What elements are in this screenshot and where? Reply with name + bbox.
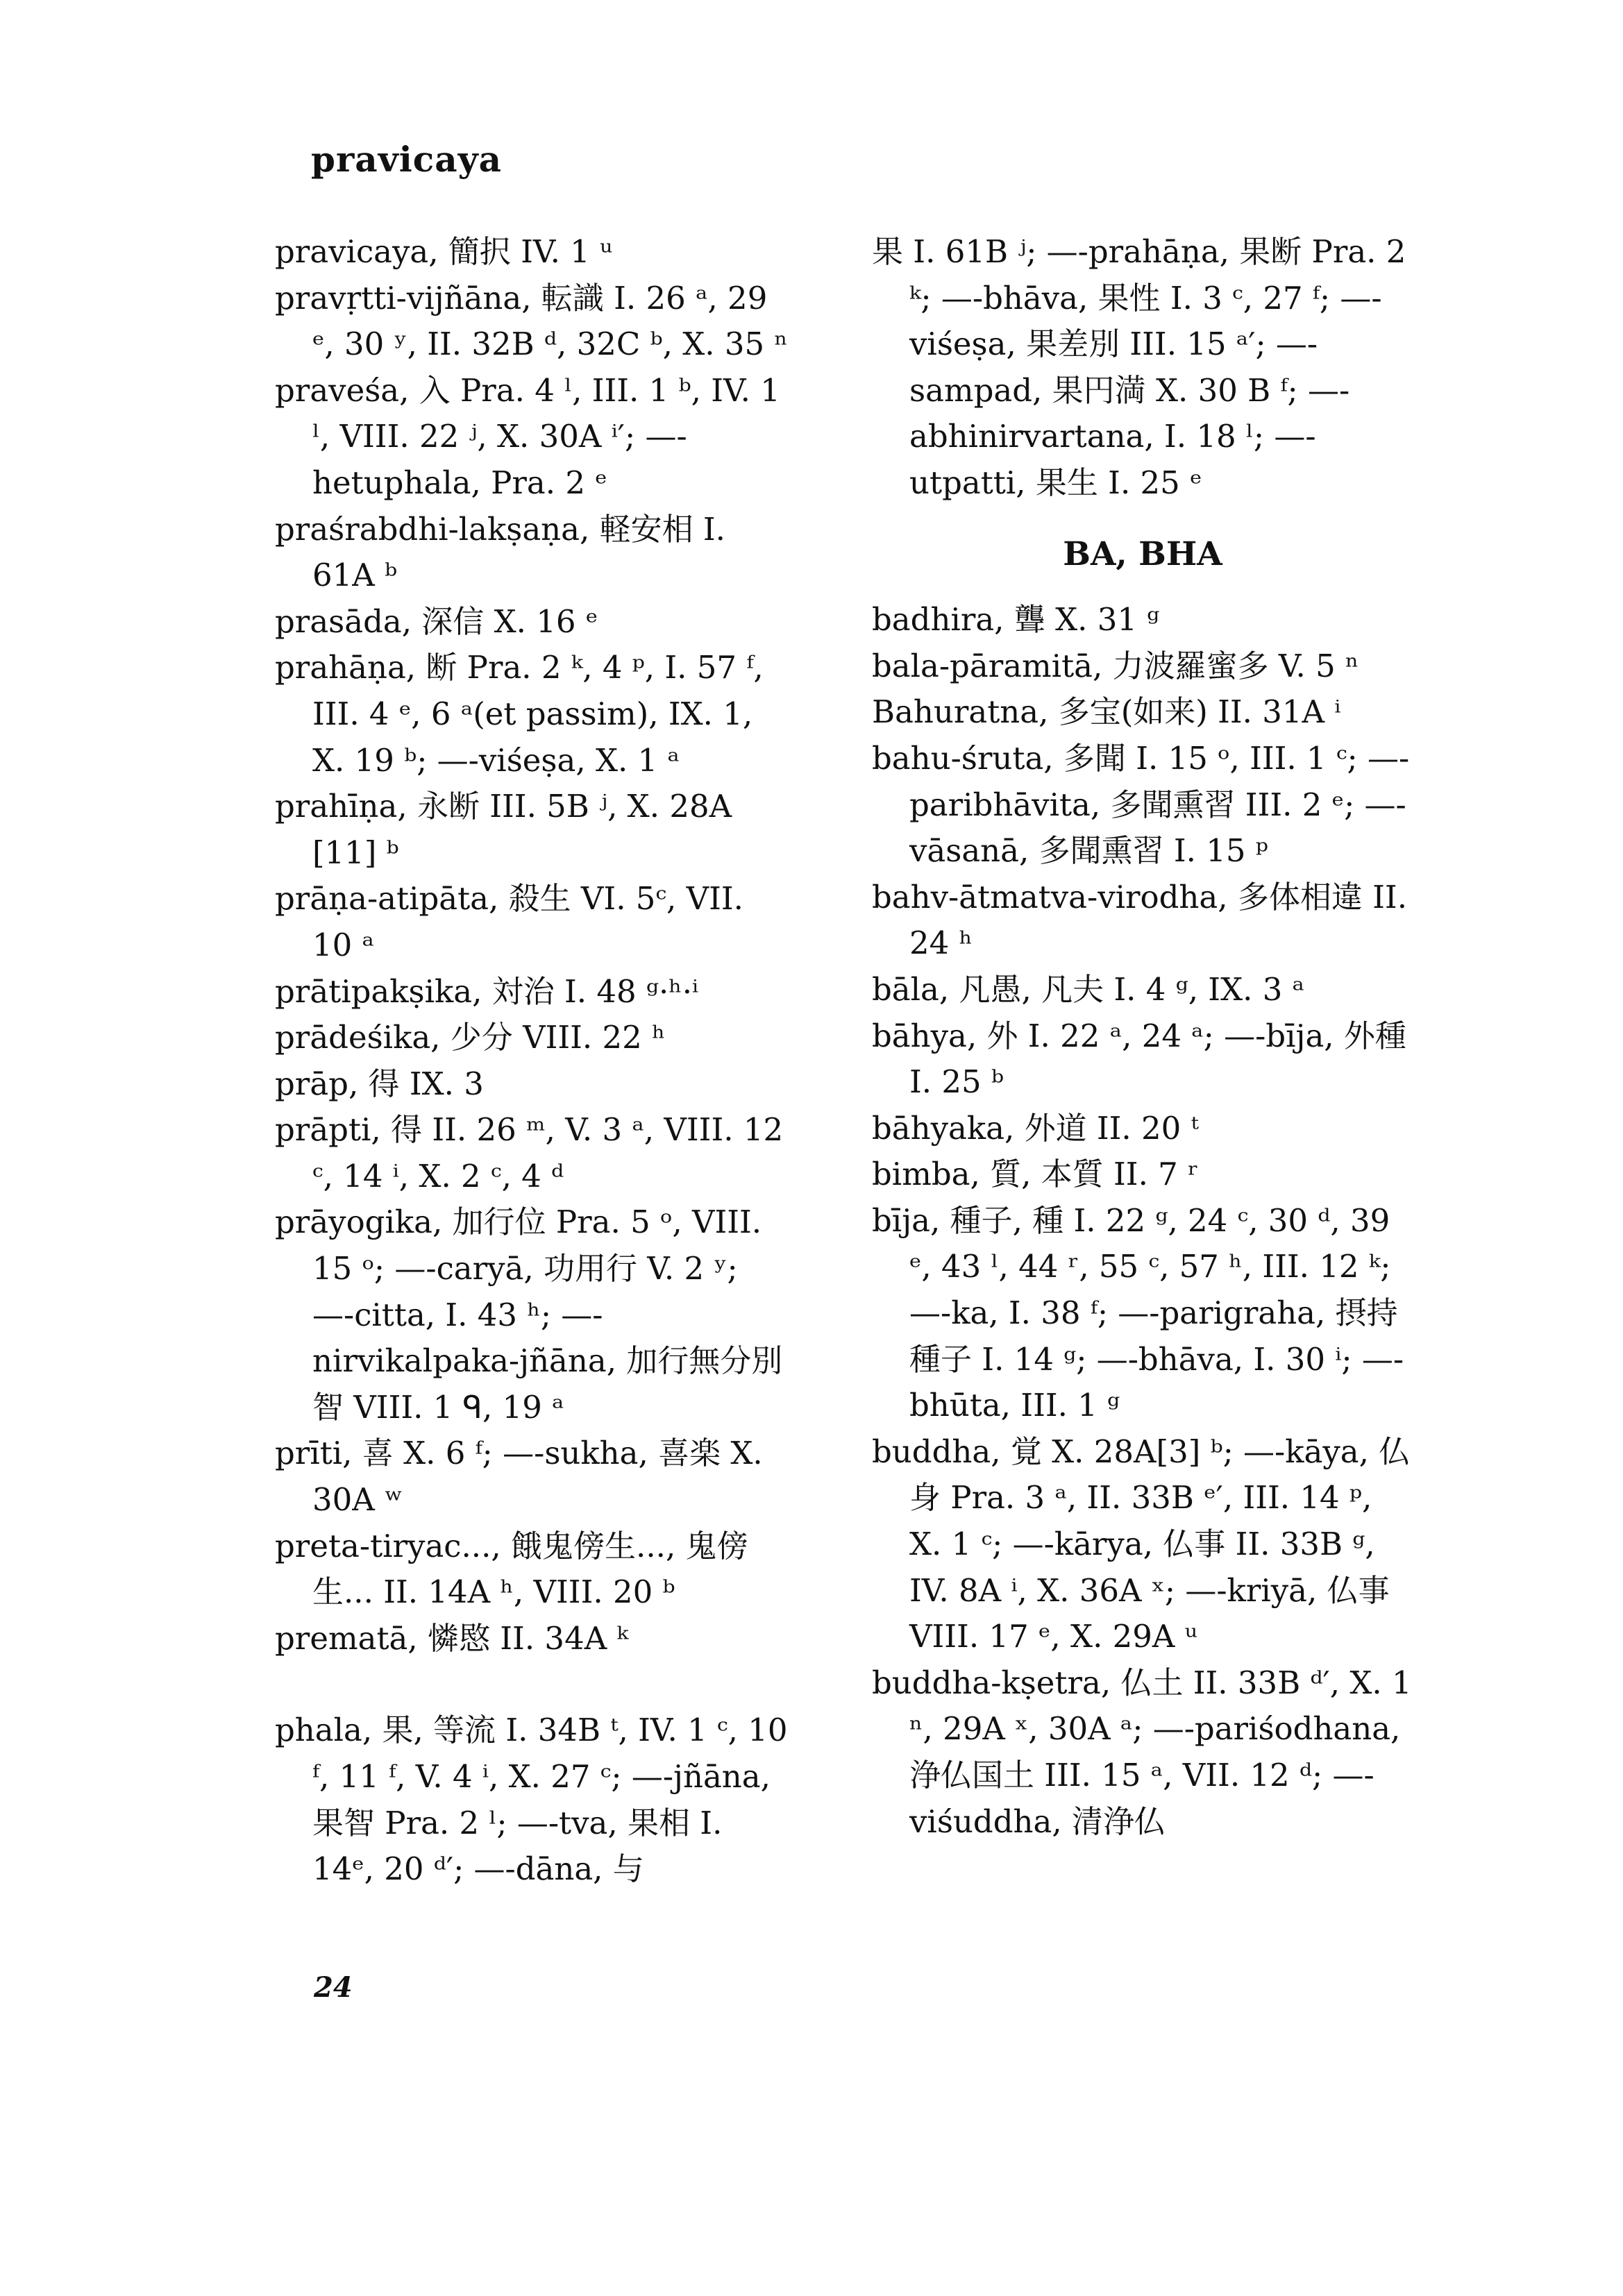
index-entry: pravṛtti-vijñāna, 転識 I. 26 ᵃ, 29 ᵉ, 30 ʸ, II. 32B ᵈ, 32C ᵇ, X. 35 ⁿ <box>275 279 788 363</box>
right-column <box>872 229 1413 1845</box>
index-entry: bala-pāramitā, 力波羅蜜多 V. 5 ⁿ <box>872 647 1359 684</box>
index-entry: prāpti, 得 II. 26 ᵐ, V. 3 ᵃ, VIII. 12 ᶜ, 14 ⁱ, X. 2 ᶜ, 4 ᵈ <box>275 1111 784 1195</box>
index-entry: prahīṇa, 永断 III. 5B ʲ, X. 28A [11] ᵇ <box>275 788 732 871</box>
index-entry: bimba, 質, 本質 II. 7 ʳ <box>872 1156 1199 1193</box>
page-header-headword: pravicaya <box>311 139 503 180</box>
section-heading: BA, BHA <box>1063 534 1222 573</box>
index-entry: praveśa, 入 Pra. 4 ˡ, III. 1 ᵇ, IV. 1 ˡ, VIII. 22 ʲ, X. 30A ⁱ′; —-hetuphala, Pra. 2 ᵉ <box>275 371 780 501</box>
index-entry: bīja, 種子, 種 I. 22 ᵍ, 24 ᶜ, 30 ᵈ, 39 ᵉ, 43 ˡ, 44 ʳ, 55 ᶜ, 57 ʰ, III. 12 ᵏ; —-ka, I. 38 ᶠ; —-parigraha, 摂持種子 I. 14 ᵍ; —-bhāva, I. 30 ⁱ; —-bhūta, III. 1 ᵍ <box>872 1201 1404 1424</box>
index-entry: 果 I. 61B ʲ; —-prahāṇa, 果断 Pra. 2 ᵏ; —-bhāva, 果性 I. 3 ᶜ, 27 ᶠ; —-viśeṣa, 果差別 III. 15 ᵃ′; —-sampad, 果円満 X. 30 B ᶠ; —-abhinirvartana, I. 18 ˡ; —-utpatti, 果生 I. 25 ᵉ <box>872 233 1406 501</box>
index-entry: buddha-kṣetra, 仏土 II. 33B ᵈ′, X. 1 ⁿ, 29A ˣ, 30A ᵃ; —-pariśodhana, 浄仏国土 III. 15 ᵃ, VII. 12 ᵈ; —-viśuddha, 清浄仏 <box>872 1664 1412 1840</box>
index-entry: bāhyaka, 外道 II. 20 ᵗ <box>872 1109 1199 1147</box>
index-entry: preta-tiryac..., 餓鬼傍生..., 鬼傍生... II. 14A ʰ, VIII. 20 ᵇ <box>275 1527 748 1611</box>
index-entry: praśrabdhi-lakṣaṇa, 軽安相 I. 61A ᵇ <box>275 510 725 594</box>
index-entry: badhira, 聾 X. 31 ᵍ <box>872 601 1160 639</box>
index-entry: prādeśika, 少分 VIII. 22 ʰ <box>275 1019 666 1056</box>
index-entry: buddha, 覚 X. 28A[3] ᵇ; —-kāya, 仏身 Pra. 3 ᵃ, II. 33B ᵉ′, III. 14 ᵖ, X. 1 ᶜ; —-kārya, 仏事 II. 33B ᵍ, IV. 8A ⁱ, X. 36A ˣ; —-kriyā, 仏事 VIII. 17 ᵉ, X. 29A ᵘ <box>872 1433 1411 1655</box>
index-entry: bāhya, 外 I. 22 ᵃ, 24 ᵃ; —-bīja, 外種 I. 25 ᵇ <box>872 1017 1406 1101</box>
index-entry: prāyogika, 加行位 Pra. 5 ᵒ, VIII. 15 ᵒ; —-caryā, 功用行 V. 2 ʸ; —-citta, I. 43 ʰ; —-nirvikalpaka-jñāna, 加行無分別智 VIII. 1 ᑫ, 19 ᵃ <box>275 1204 783 1426</box>
index-entry: phala, 果, 等流 I. 34B ᵗ, IV. 1 ᶜ, 10 ᶠ, 11 ᶠ, V. 4 ⁱ, X. 27 ᶜ; —-jñāna, 果智 Pra. 2 ˡ; —-tva, 果相 I. 14ᵉ, 20 ᵈ′; —-dāna, 与 <box>275 1712 788 1888</box>
index-entry: pravicaya, 簡択 IV. 1 ᵘ <box>275 233 613 270</box>
index-entry: bāla, 凡愚, 凡夫 I. 4 ᵍ, IX. 3 ᵃ <box>872 970 1305 1008</box>
index-entry: bahu-śruta, 多聞 I. 15 ᵒ, III. 1 ᶜ; —-paribhāvita, 多聞熏習 III. 2 ᵉ; —-vāsanā, 多聞熏習 I. 15 ᵖ <box>872 739 1410 870</box>
index-entry: prāṇa-atipāta, 殺生 VI. 5ᶜ, VII. 10 ᵃ <box>275 880 743 963</box>
page-number: 24 <box>314 1971 353 2004</box>
index-entry: prātipakṣika, 対治 I. 48 ᵍ·ʰ·ⁱ <box>275 972 699 1010</box>
left-column <box>275 229 789 1893</box>
index-entry: Bahuratna, 多宝(如来) II. 31A ⁱ <box>872 693 1341 731</box>
index-entry: prahāṇa, 断 Pra. 2 ᵏ, 4 ᵖ, I. 57 ᶠ, III. 4 ᵉ, 6 ᵃ(et passim), IX. 1, X. 19 ᵇ; —-viśeṣa, X. 1 ᵃ <box>275 649 764 779</box>
index-entry: prasāda, 深信 X. 16 ᵉ <box>275 602 598 640</box>
index-entry: prematā, 憐愍 II. 34A ᵏ <box>275 1619 628 1657</box>
index-entry: prāp, 得 IX. 3 <box>275 1065 484 1102</box>
index-entry: bahv-ātmatva-virodha, 多体相違 II. 24 ʰ <box>872 878 1407 962</box>
index-entry: prīti, 喜 X. 6 ᶠ; —-sukha, 喜楽 X. 30A ʷ <box>275 1435 763 1519</box>
